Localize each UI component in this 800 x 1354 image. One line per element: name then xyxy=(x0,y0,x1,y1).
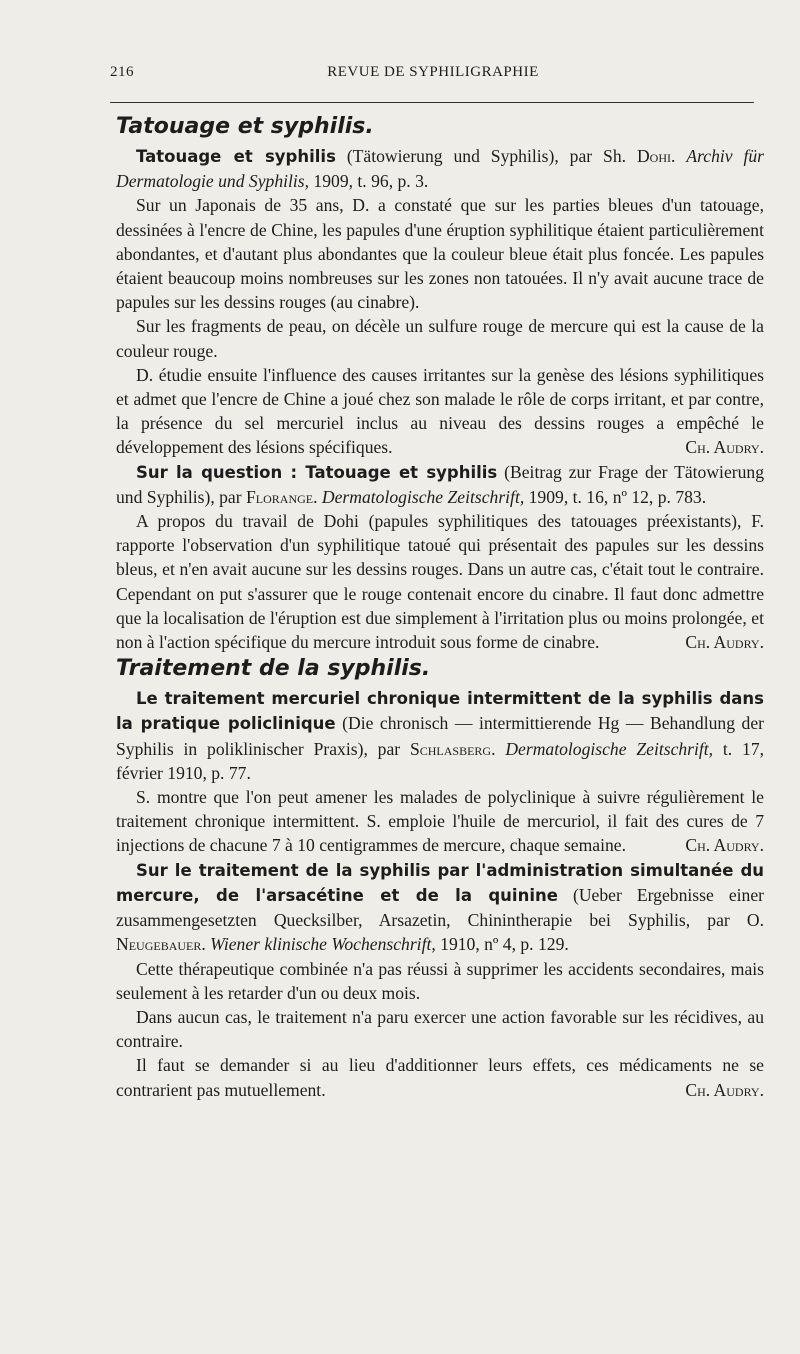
article-3-ref-sep: . xyxy=(491,738,506,759)
article-3-paragraph-1-text: S. montre que l'on peut amener les malades de polyclinique à suivre régulièrement le traitement chronique intermittent. S. emploie l'huile de mercuriol, il fait des cures de 7 injections de chacune 7 à 10 centigrammes de mercure, chaque semaine. xyxy=(116,787,764,856)
section-title-tatouage: Tatouage et syphilis. xyxy=(116,114,374,139)
article-3-ref-details: t. 17, février 1910, p. 77. xyxy=(116,738,765,783)
article-2-ref-sep: . xyxy=(313,486,322,507)
article-4-journal: Wiener klinische Wochenschrift, xyxy=(210,934,436,955)
article-3-ref-text: (Die chronisch — intermittierende Hg — Behandlung der Syphilis in poliklinischer Praxis), par xyxy=(116,713,764,759)
article-1-title: Tatouage et syphilis xyxy=(136,147,336,166)
article-2-author: Florange xyxy=(246,486,314,507)
page-number: 216 xyxy=(110,64,134,80)
article-2-reference xyxy=(116,460,764,509)
article-1-journal: Archiv für Dermatologie und Syphilis, xyxy=(116,146,765,192)
article-1-ref-text: (Tätowierung und Syphilis), par Sh. xyxy=(335,146,637,166)
article-4-title: Sur le traitement de la syphilis par l'administration simultanée du mercure, de l'arsacétine et de la quinine xyxy=(116,860,764,905)
article-3-author: Schlasberg xyxy=(409,738,492,759)
article-4-ref-sep: . xyxy=(201,934,211,955)
article-2-signature: Ch. Audry. xyxy=(685,632,764,653)
article-1-paragraph-3 xyxy=(116,363,764,460)
page-header xyxy=(110,64,756,86)
article-4-paragraph-1: Cette thérapeutique combinée n'a pas réussi à supprimer les accidents secondaires, mais seulement à les retarder d'un ou deux mois. xyxy=(116,958,764,1003)
article-4-paragraph-3-text: Il faut se demander si au lieu d'additionner leurs effets, ces médicaments ne se contrarient pas mutuellement. xyxy=(116,1055,764,1100)
running-title: REVUE DE SYPHILIGRAPHIE xyxy=(327,64,539,80)
article-1-paragraph-2: Sur les fragments de peau, on décèle un sulfure rouge de mercure qui est la cause de la couleur rouge. xyxy=(116,316,764,361)
article-3-signature: Ch. Audry. xyxy=(685,835,764,856)
article-4-ref-details: 1910, nº 4, p. 129. xyxy=(435,934,569,955)
article-1-ref-sep: . xyxy=(671,146,687,166)
article-4-signature: Ch. Audry. xyxy=(685,1079,764,1100)
article-2-ref-details: 1909, t. 16, nº 12, p. 783. xyxy=(524,486,707,507)
article-2-journal: Dermatologische Zeitschrift, xyxy=(321,486,525,507)
article-4-reference xyxy=(116,858,764,957)
article-2-paragraph-1 xyxy=(116,509,764,654)
article-2-ref-text: (Beitrag zur Frage der Tätowierung und Syphilis), par xyxy=(116,461,764,507)
article-1-paragraph-1: Sur un Japonais de 35 ans, D. a constaté que sur les parties bleues d'un tatouage, dessinées à l'encre de Chine, les papules d'une éruption syphilitique étaient particulièrement abondantes, et d'autant plus abondantes que la couleur bleue était plus foncée. Les papules étaient beaucoup moins nombreuses sur les zones non tatouées. Il n'y avait aucune trace de papules sur les dessins rouges (au cinabre). xyxy=(116,195,764,313)
article-1-signature: Ch. Audry. xyxy=(685,437,764,458)
header-rule xyxy=(110,102,754,103)
article-4-paragraph-2: Dans aucun cas, le traitement n'a paru exercer une action favorable sur les récidives, au contraire. xyxy=(116,1006,764,1052)
article-3-title: Le traitement mercuriel chronique intermittent de la syphilis dans la pratique policlinique xyxy=(116,689,764,734)
article-3-journal: Dermatologische Zeitschrift, xyxy=(505,738,714,759)
article-4-ref-text: (Ueber Ergebnisse einer zusammengesetzten Quecksilber, Arsazetin, Chinintherapie bei Syphilis, par O. xyxy=(116,884,764,931)
page-content xyxy=(116,112,764,1102)
section-title-traitement: Traitement de la syphilis. xyxy=(116,656,431,682)
article-1-paragraph-3-text: D. étudie ensuite l'influence des causes irritantes sur la genèse des lésions syphilitiques et admet que l'encre de Chine a joué chez son malade le rôle de corps irritant, et par contre, la présence du sel mercuriel inclus au niveau des dessins rouges a empêché le développement des lésions spécifiques. xyxy=(116,364,764,458)
article-4-author: Neugebauer xyxy=(116,934,202,955)
article-3-paragraph-1 xyxy=(116,785,764,858)
article-1-ref-details: 1909, t. 96, p. 3. xyxy=(309,171,429,192)
article-1-reference xyxy=(116,144,764,193)
article-3-reference xyxy=(116,686,764,785)
article-2-paragraph-1-text: A propos du travail de Dohi (papules syphilitiques des tatouages préexistants), F. rapporte l'observation d'un syphilitique tatoué qui présentait des papules sur les dessins bleus, et n'en avait aucune sur les dessins rouges. Dans un autre cas, c'était tout le contraire. Cependant on put s'assurer que le rouge contenait encore du cinabre. Il faut donc admettre que la localisation de l'éruption est due simplement à l'irritation plus ou moins prolongée, et non à l'action spécifique du mercure introduit sous forme de cinabre. xyxy=(116,511,764,653)
article-2-title: Sur la question : Tatouage et syphilis xyxy=(136,462,498,482)
article-1-author: Dohi xyxy=(636,146,671,166)
article-4-paragraph-3 xyxy=(116,1053,764,1101)
